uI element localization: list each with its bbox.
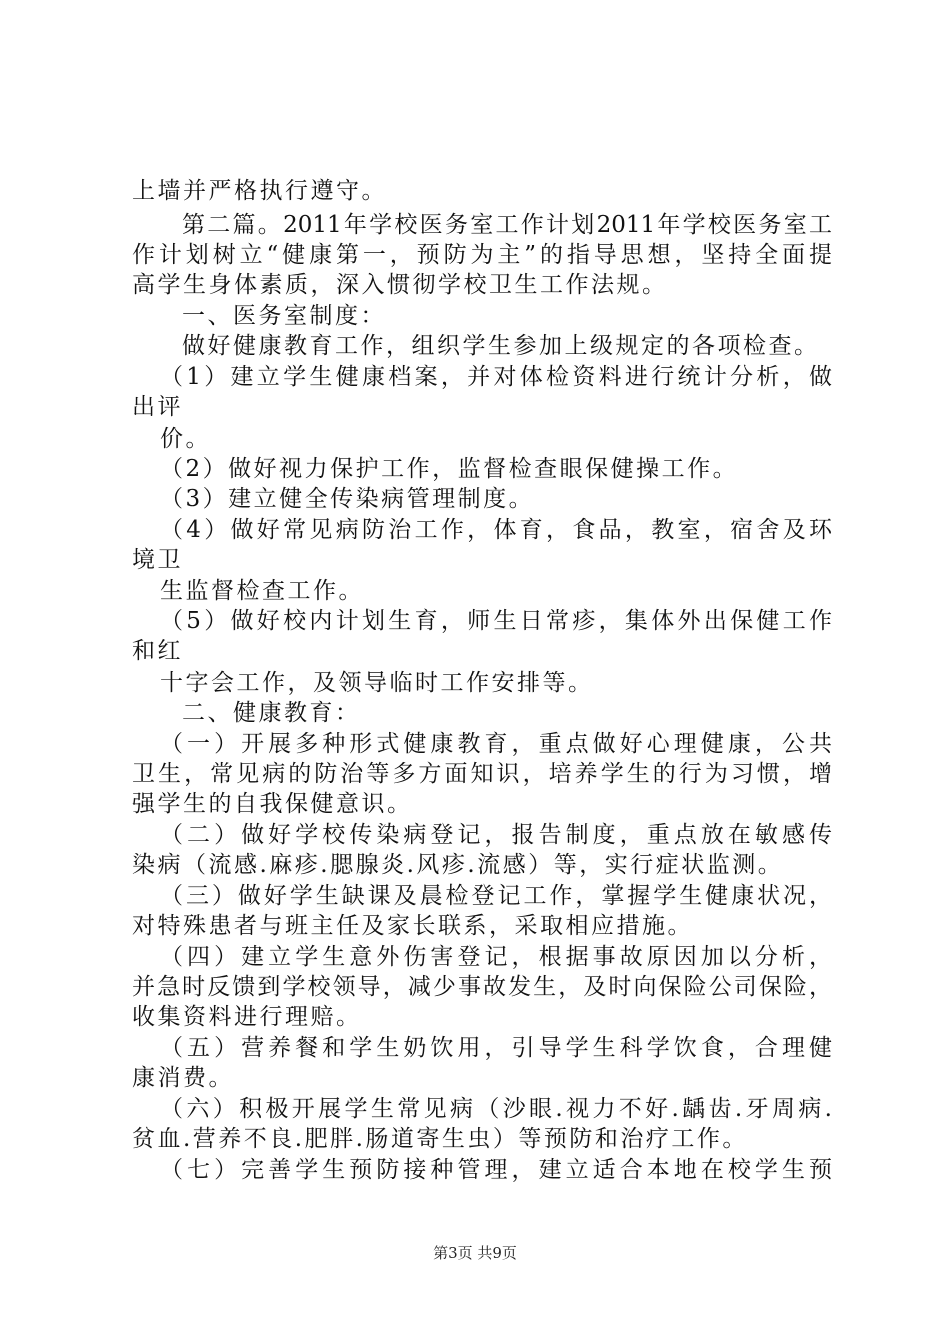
text-line: 十字会工作，及领导临时工作安排等。 xyxy=(160,670,594,696)
text-line: 卫生，常见病的防治等多方面知识，培养学生的行为习惯，增 xyxy=(132,761,832,787)
list-item: （2）做好视力保护工作，监督检查眼保健操工作。 xyxy=(160,456,739,482)
section-heading: 二、健康教育： xyxy=(182,700,361,726)
text-line: 上墙并严格执行遵守。 xyxy=(132,178,387,204)
text-line: 作计划树立“健康第一，预防为主”的指导思想，坚持全面提 xyxy=(132,242,832,268)
list-item: （1）建立学生健康档案，并对体检资料进行统计分析，做 xyxy=(160,364,832,390)
section-heading: 一、医务室制度： xyxy=(182,303,386,329)
text-line: 染病（流感.麻疹.腮腺炎.风疹.流感）等，实行症状监测。 xyxy=(132,852,784,878)
list-item: （一）开展多种形式健康教育，重点做好心理健康，公共 xyxy=(160,731,832,757)
list-item: （4）做好常见病防治工作，体育，食品，教室，宿舍及环 xyxy=(160,517,832,543)
text-line: 第二篇。2011年学校医务室工作计划2011年学校医务室工 xyxy=(182,212,832,238)
page-number: 第3页 共9页 xyxy=(433,1244,517,1262)
text-line: 和红 xyxy=(132,638,183,664)
list-item: （六）积极开展学生常见病（沙眼.视力不好.龋齿.牙周病. xyxy=(160,1096,832,1122)
list-item: （3）建立健全传染病管理制度。 xyxy=(160,486,535,512)
text-line: 对特殊患者与班主任及家长联系，采取相应措施。 xyxy=(132,913,693,939)
list-item: （二）做好学校传染病登记，报告制度，重点放在敏感传 xyxy=(160,822,832,848)
text-line: 收集资料进行理赔。 xyxy=(132,1004,362,1030)
text-line: 康消费。 xyxy=(132,1065,234,1091)
text-line: 做好健康教育工作，组织学生参加上级规定的各项检查。 xyxy=(182,333,820,359)
text-line: 出评 xyxy=(132,394,183,420)
list-item: （七）完善学生预防接种管理，建立适合本地在校学生预 xyxy=(160,1157,832,1183)
text-line: 境卫 xyxy=(132,547,183,573)
text-line: 价。 xyxy=(160,426,211,452)
text-line: 贫血.营养不良.肥胖.肠道寄生虫）等预防和治疗工作。 xyxy=(132,1126,748,1152)
text-line: 生监督检查工作。 xyxy=(160,578,364,604)
text-line: 高学生身体素质，深入惯彻学校卫生工作法规。 xyxy=(132,272,668,298)
text-line: 并急时反馈到学校领导，减少事故发生，及时向保险公司保险， xyxy=(132,974,832,1000)
text-line: 强学生的自我保健意识。 xyxy=(132,791,413,817)
list-item: （五）营养餐和学生奶饮用，引导学生科学饮食，合理健 xyxy=(160,1035,832,1061)
list-item: （四）建立学生意外伤害登记，根据事故原因加以分析， xyxy=(160,944,832,970)
list-item: （三）做好学生缺课及晨检登记工作，掌握学生健康状况， xyxy=(160,883,832,909)
list-item: （5）做好校内计划生育，师生日常疹，集体外出保健工作 xyxy=(160,608,832,634)
